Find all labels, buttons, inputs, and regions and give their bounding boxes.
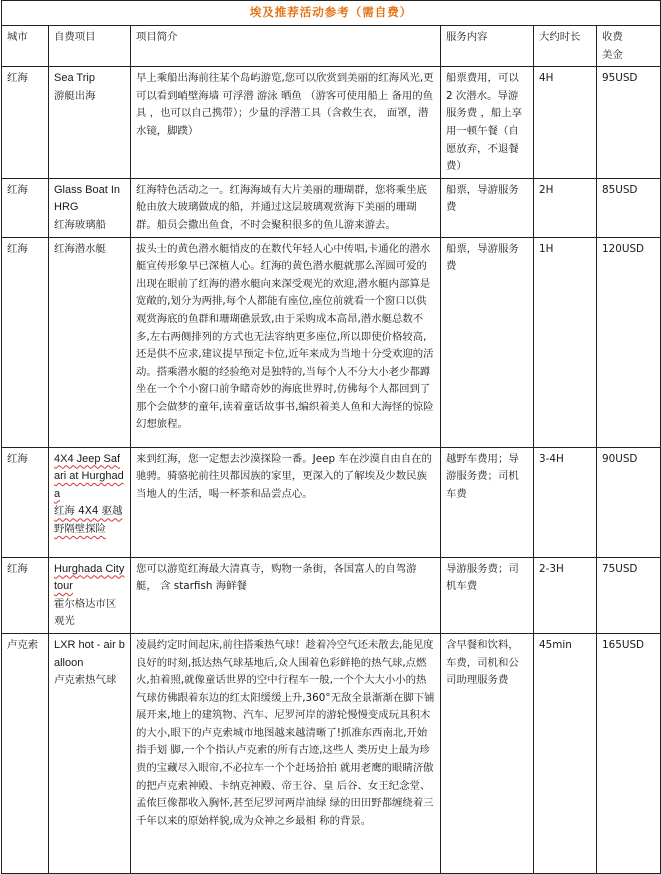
project-name-cn: 卢克索热气球 [54,674,117,687]
cell-service: 导游服务费；司机车费 [441,557,534,633]
cell-price: 85USD [597,178,661,237]
cell-intro: 来到红海，您一定想去沙漠探险一番。Jeep 车在沙漠自由自在的驰骋。骑骆驼前往贝都因族的家里，更深入的了解埃及少数民族当地人的生活，喝一杯茶和品尝点心。 [131,447,441,557]
table-row-jeep-safari [2,447,661,557]
project-name-en: 4X4 Jeep Safari at Hurghada [54,452,124,500]
cell-duration: 3-4H [534,447,597,557]
header-fee-line1: 收费 [602,31,623,43]
table-row-glass-boat [2,178,661,237]
cell-duration: 2H [534,178,597,237]
header-row [2,26,661,67]
header-fee [597,26,661,67]
cell-intro: 凌晨约定时间起床,前往搭乘热气球！趁着冷空气还未散去,能见度良好的时刻,抵达热气球基地后,众人围着色彩鲜艳的热气球,点燃火,拍着照,就像童话世界的空中行程车一般,一个个大大小小的热气球仿佛跟着东边的红太阳缓缓上升,360°无敌全景渐渐在脚下铺展开来,地上的建筑物、汽车、尼罗河岸的游轮慢慢变成玩具积木的大小,眼下的卢克索城市地图越来越清晰了!抓准东西南北,开始指手划 脚,一个个指认卢克索的所有古迹,这些人 类历史上最为珍贵的宝藏尽入眼帘,不必拉车一个个赶场拾拍 就用老鹰的眼睛济傲的把卢克索神殿、卡纳克神殿、帝王谷、皇 后谷、女王纪念堂、孟侬巨像都收入胸怀,甚至尼罗河两岸油绿 绿的田田野都缠绕着三千年以来的原始样貌,成为众神之乡最相 称的背景。 [131,633,441,873]
cell-project [49,557,131,633]
cell-project [49,633,131,873]
cell-price: 165USD [597,633,661,873]
cell-intro: 您可以游览红海最大清真寺，购物一条街，各国富人的自驾游艇， 含 starfish 海鲜餐 [131,557,441,633]
cell-price: 95USD [597,67,661,179]
cell-price: 75USD [597,557,661,633]
cell-city: 红海 [2,178,49,237]
cell-service: 船票，导游服务费 [441,237,534,447]
header-city: 城市 [2,26,49,67]
table-row-city-tour [2,557,661,633]
header-intro: 项目简介 [131,26,441,67]
cell-city: 红海 [2,447,49,557]
cell-project [49,447,131,557]
cell-project [49,237,131,447]
cell-project [49,178,131,237]
cell-city: 卢克索 [2,633,49,873]
cell-price: 120USD [597,237,661,447]
cell-duration: 45min [534,633,597,873]
project-name-en: Glass Boat In HRG [54,183,121,214]
cell-duration: 4H [534,67,597,179]
title-row [2,1,661,26]
project-name-cn: 红海 4X4 驱越 野隔壁探险 [54,505,123,535]
header-service: 服务内容 [441,26,534,67]
project-name-cn: 红海玻璃船 [54,218,106,231]
table-title: 埃及推荐活动参考（需自费） [2,1,661,26]
project-name-cn: 红海潜水艇 [54,242,106,255]
project-name-en: LXR hot - air balloon [54,638,125,669]
header-duration: 大约时长 [534,26,597,67]
cell-price: 90USD [597,447,661,557]
cell-intro: 早上乘船出海前往某个岛屿游览,您可以欣赏到美丽的红海风光,更可以看到峭壁海墙 可浮潜 游泳 晒鱼 （游客可使用船上 备用的鱼具 ，也可以自己携带）；少量的浮潜工具（含救生衣， 面罩，潜水镜，脚蹼） [131,67,441,179]
cell-project [49,67,131,179]
cell-city: 红海 [2,237,49,447]
project-name-en: Sea Trip [54,72,95,85]
cell-city: 红海 [2,557,49,633]
header-project: 自费项目 [49,26,131,67]
table-row-hot-air-balloon [2,633,661,873]
cell-service: 船票，导游服务费 [441,178,534,237]
table-row-submarine [2,237,661,447]
project-name-cn: 游艇出海 [54,89,96,102]
cell-city: 红海 [2,67,49,179]
cell-intro: 红海特色活动之一。红海海域有大片美丽的珊瑚群，您将乘坐底舱由放大玻璃做成的船，并通过这层玻璃观赏海下美丽的珊瑚群。船员会撒出鱼食，不时会聚积很多的鱼儿游来游去。 [131,178,441,237]
cell-service: 船票费用，可以 2 次潜水。导游服务费 ，船上享用一顿午餐（自愿放弃，不退餐费） [441,67,534,179]
cell-intro: 拔头士的黄色潜水艇悄皮的在数代年轻人心中传唱,卡通化的潜水艇宣传形象早已深植人心。红海的黄色潜水艇就那么浑圆可爱的出现在眼前了红海的潜水艇向来深受观光的欢迎,潜水艇内部算是宽敞的,划分为两排,每个人都能有座位,座位前就看一个窗口以供观赏海底的鱼群和珊瑚礁景致,由于采购成本高昂,潜水艇总数不多,左右两侧排列的方式也无法容纳更多座位,所以即使价格较高,还是供不应求,建议提早预定卡位,近年来成为当地十分受欢迎的活动。搭乘潜水艇的经验绝对是独特的,当每个人不分大小老少都蹲坐在一个个小窗口前争睹奇妙的海底世界时,仿佛每个人都回到了那个会做梦的童年,读着童话故事书,编织着美人鱼和大海怪的惊险幻想旅程。 [131,237,441,447]
activity-table [1,0,661,874]
table-row-sea-trip [2,67,661,179]
cell-service: 越野车费用；导游服务费；司机车费 [441,447,534,557]
project-name-en: Hurghada City tour [54,562,125,593]
cell-duration: 1H [534,237,597,447]
cell-duration: 2-3H [534,557,597,633]
cell-service: 含早餐和饮料，车费，司机和公司助理服务费 [441,633,534,873]
project-name-cn: 霍尔格达市区观光 [54,597,117,628]
header-fee-line2: 美金 [602,48,623,61]
